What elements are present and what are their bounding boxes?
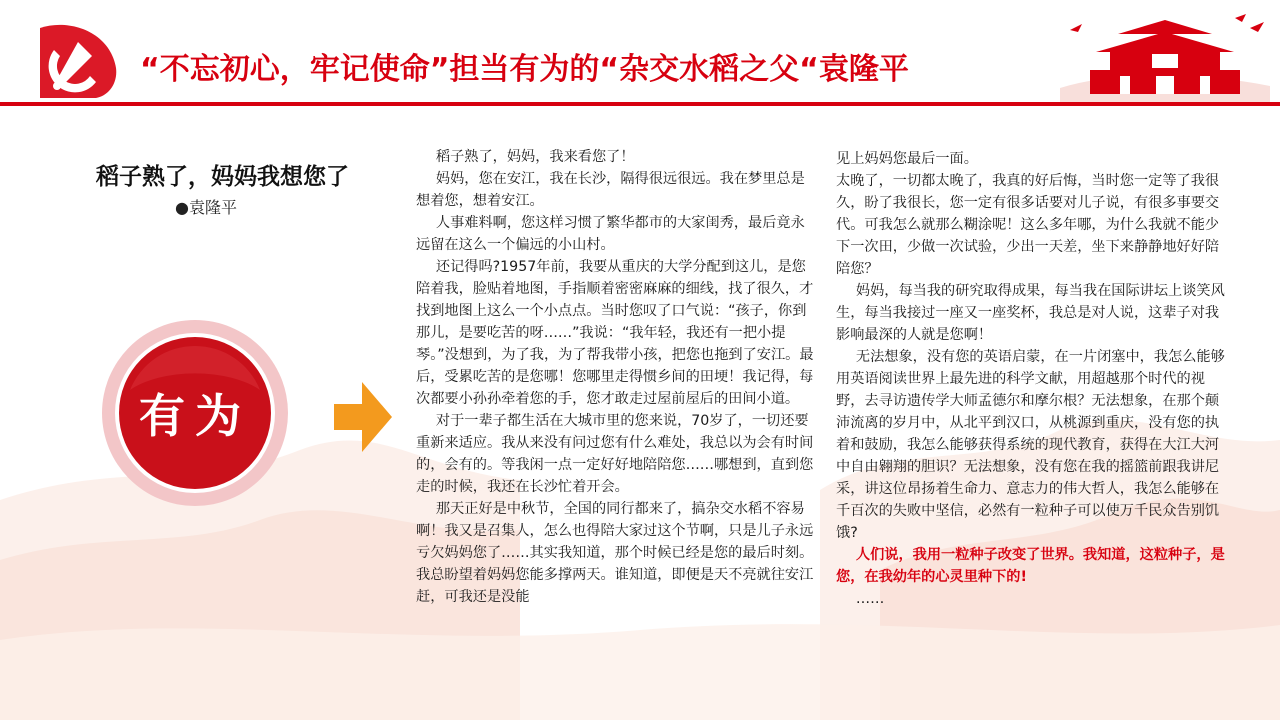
party-emblem-icon (30, 20, 120, 100)
paragraph: 稻子熟了，妈妈，我来看您了！ (435, 149, 635, 165)
poem-title: 稻子熟了，妈妈我想您了 (96, 164, 349, 190)
poem-column-2 (836, 148, 1226, 610)
page-title: “不忘初心，牢记使命”担当有为的“杂交水稻之父“袁隆平 (140, 52, 909, 87)
ellipsis: …… (855, 591, 885, 607)
header (0, 0, 1280, 110)
badge-circle (100, 318, 290, 508)
paragraph: 还记得吗?1957年前，我要从重庆的大学分配到这儿，是您陪着我，脸贴着地图，手指顺着密密麻麻的细线，找了很久，才找到地图上这么一个小点点。当时您叹了口气说：“孩子，你到那儿，是要吃苦的呀……”我说：“我年轻，我还有一把小提琴。”没想到，为了我，为了帮我带小孩，把您也拖到了安江。最后，受累吃苦的是您哪！您哪里走得惯乡间的田埂！我记得，每次都要小孙孙牵着您的手，您才敢走过屋前屋后的田间小道。 (416, 259, 814, 407)
poem-author: ●袁隆平 (175, 198, 237, 217)
paragraph: 妈妈，每当我的研究取得成果，每当我在国际讲坛上谈笑风生，每当我接过一座又一座奖杯，我总是对人说，这辈子对我影响最深的人就是您啊！ (836, 283, 1225, 343)
header-divider (0, 102, 1280, 106)
paragraph: 太晚了，一切都太晚了，我真的好后悔，当时您一定等了我很久，盼了我很长，您一定有很多话要对儿子说，有很多事要交代。可我怎么就那么糊涂呢！这么多年哪，为什么我就不能少下一次田，少做一次试验，少出一天差，坐下来静静地好好陪陪您？ (836, 173, 1220, 277)
badge-label: 有为 (139, 389, 251, 443)
paragraph: 见上妈妈您最后一面。 (836, 151, 978, 167)
paragraph: 人事难料啊，您这样习惯了繁华都市的大家闺秀，最后竟永远留在这么一个偏远的小山村。 (416, 215, 805, 253)
paragraph: 对于一辈子都生活在大城市里的您来说，70岁了，一切还要重新来适应。我从来没有问过您有什么难处，我总以为会有时间的，会有的。等我闲一点一定好好地陪陪您……哪想到，直到您走的时候，我还在长沙忙着开会。 (416, 413, 814, 495)
paragraph: 妈妈，您在安江，我在长沙，隔得很远很远。我在梦里总是想着您，想着安江。 (416, 171, 805, 209)
tiananmen-icon (1060, 10, 1270, 102)
paragraph: 那天正好是中秋节，全国的同行都来了，搞杂交水稻不容易啊！我又是召集人，怎么也得陪大家过这个节啊，只是儿子永远亏欠妈妈您了……其实我知道，那个时候已经是您的最后时刻。我总盼望着妈妈您能多撑两天。谁知道，即便是天不亮就往安江赶，可我还是没能 (416, 501, 814, 605)
arrow-right-icon (334, 382, 392, 452)
poem-column-1 (416, 146, 814, 608)
paragraph: 无法想象，没有您的英语启蒙，在一片闭塞中，我怎么能够用英语阅读世界上最先进的科学文献，用超越那个时代的视野，去寻访遗传学大师孟德尔和摩尔根？无法想象，在那个颠沛流离的岁月中，从北平到汉口，从桃源到重庆，没有您的执着和鼓励，我怎么能够获得系统的现代教育，获得在大江大河中自由翱翔的胆识？无法想象，没有您在我的摇篮前跟我讲尼采，讲这位昂扬着生命力、意志力的伟大哲人，我怎么能够在千百次的失败中坚信，必然有一粒种子可以使万千民众告别饥饿? (836, 349, 1225, 541)
highlight-paragraph: 人们说，我用一粒种子改变了世界。我知道，这粒种子，是您，在我幼年的心灵里种下的! (836, 547, 1225, 585)
